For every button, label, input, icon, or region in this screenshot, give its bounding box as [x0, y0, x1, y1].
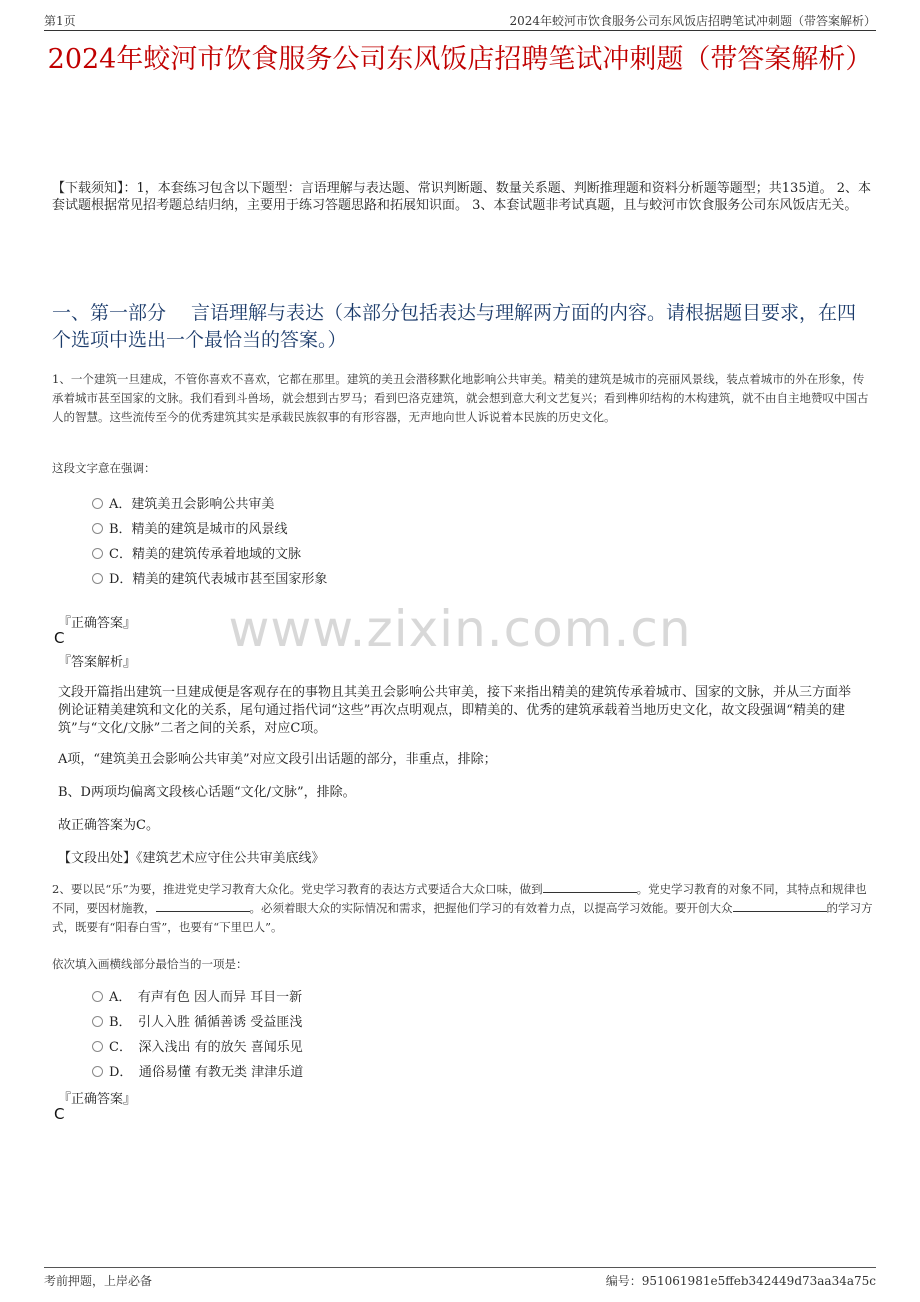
radio-icon[interactable] — [92, 1041, 103, 1052]
page-header — [44, 10, 876, 31]
answer-value: C — [54, 1105, 65, 1123]
analysis-paragraph: 文段开篇指出建筑一旦建成便是客观存在的事物且其美丑会影响公共审美，接下来指出精美的建筑传承着城市、国家的文脉，并从三方面举例论证精美建筑和文化的关系，尾句通过指代词“这些”再次点明观点，即精美的、优秀的建筑承载着当地历史文化，故文段强调“精美的建筑”与“文化/文脉”二者之间的关系，对应C项。 — [58, 685, 852, 736]
footer-slogan: 考前押题，上岸必备 — [44, 1274, 153, 1288]
radio-icon[interactable] — [92, 523, 103, 534]
blank-line — [543, 880, 637, 893]
option-b[interactable]: B． 引人入胜 循循善诱 受益匪浅 — [92, 1010, 512, 1035]
page-title: 2024年蛟河市饮食服务公司东风饭店招聘笔试冲刺题（带答案解析） — [47, 44, 873, 75]
answer-value: C — [54, 629, 65, 647]
analysis-paragraph: A项，“建筑美丑会影响公共审美”对应文段引出话题的部分，非重点，排除； — [58, 752, 497, 767]
analysis-paragraph: 故正确答案为C。 — [58, 818, 159, 833]
radio-icon[interactable] — [92, 1016, 103, 1027]
radio-icon[interactable] — [92, 573, 103, 584]
question-1-options — [92, 492, 512, 592]
analysis-label: 『答案解析』 — [58, 655, 137, 670]
option-c[interactable]: C．精美的建筑传承着地域的文脉 — [92, 542, 512, 567]
section-title: 一、第一部分 言语理解与表达（本部分包括表达与理解两方面的内容。请根据题目要求，在四个选项中选出一个最恰当的答案。） — [52, 302, 857, 351]
question-2-text: 2、要以民“乐”为要，推进党史学习教育大众化。党史学习教育的表达方式要适合大众口味，做到 。党史学习教育的对象不同，其特点和规律也不同，要因材施教， 。必须着眼大众的实际情况和需求，把握他们学习的有效着力点，以提高学习效能。要开创大众 的学习方式，既要有“阳春白雪”，也要有“下里巴人”。 — [52, 882, 873, 934]
option-c[interactable]: C． 深入浅出 有的放矢 喜闻乐见 — [92, 1035, 512, 1060]
answer-label: 『正确答案』 — [58, 1092, 137, 1107]
passage-source: 【文段出处】《建筑艺术应守住公共审美底线》 — [58, 851, 325, 866]
page-number: 第1页 — [44, 14, 76, 28]
question-1-prompt: 这段文字意在强调： — [52, 461, 156, 475]
question-2-prompt: 依次填入画横线部分最恰当的一项是： — [52, 957, 248, 971]
option-b[interactable]: B．精美的建筑是城市的风景线 — [92, 517, 512, 542]
download-notice: 【下载须知】：1，本套练习包含以下题型：言语理解与表达题、常识判断题、数量关系题、判断推理题和资料分析题等题型；共135道。 2、本套试题根据常见招考题总结归纳，主要用于练习答题思路和拓展知识面。 3、本套试题非考试真题，且与蛟河市饮食服务公司东风饭店无关。 — [52, 181, 871, 213]
blank-line — [156, 899, 250, 912]
option-a[interactable]: A．建筑美丑会影响公共审美 — [92, 492, 512, 517]
answer-label: 『正确答案』 — [58, 616, 137, 631]
option-d[interactable]: D． 通俗易懂 有教无类 津津乐道 — [92, 1060, 512, 1085]
option-a[interactable]: A． 有声有色 因人而异 耳目一新 — [92, 985, 512, 1010]
header-doc-title: 2024年蛟河市饮食服务公司东风饭店招聘笔试冲刺题（带答案解析） — [509, 14, 876, 28]
radio-icon[interactable] — [92, 498, 103, 509]
page-footer — [44, 1267, 876, 1289]
question-1-text: 1、一个建筑一旦建成，不管你喜欢不喜欢，它都在那里。建筑的美丑会潜移默化地影响公共审美。精美的建筑是城市的亮丽风景线，装点着城市的外在形象，传承着城市甚至国家的文脉。我们看到斗兽场，就会想到古罗马；看到巴洛克建筑，就会想到意大利文艺复兴；看到榫卯结构的木构建筑，就不由自主地赞叹中国古人的智慧。这些流传至今的优秀建筑其实是承载民族叙事的有形容器，无声地向世人诉说着本民族的历史文化。 — [52, 372, 869, 424]
analysis-paragraph: B、D两项均偏离文段核心话题“文化/文脉”，排除。 — [58, 785, 356, 800]
radio-icon[interactable] — [92, 548, 103, 559]
radio-icon[interactable] — [92, 1066, 103, 1077]
option-d[interactable]: D．精美的建筑代表城市甚至国家形象 — [92, 567, 512, 592]
watermark: www.zixin.com.cn — [228, 600, 692, 658]
blank-line — [733, 899, 827, 912]
radio-icon[interactable] — [92, 991, 103, 1002]
question-2-options — [92, 985, 512, 1085]
document-id: 编号：951061981e5ffeb342449d73aa34a75c — [605, 1274, 876, 1288]
